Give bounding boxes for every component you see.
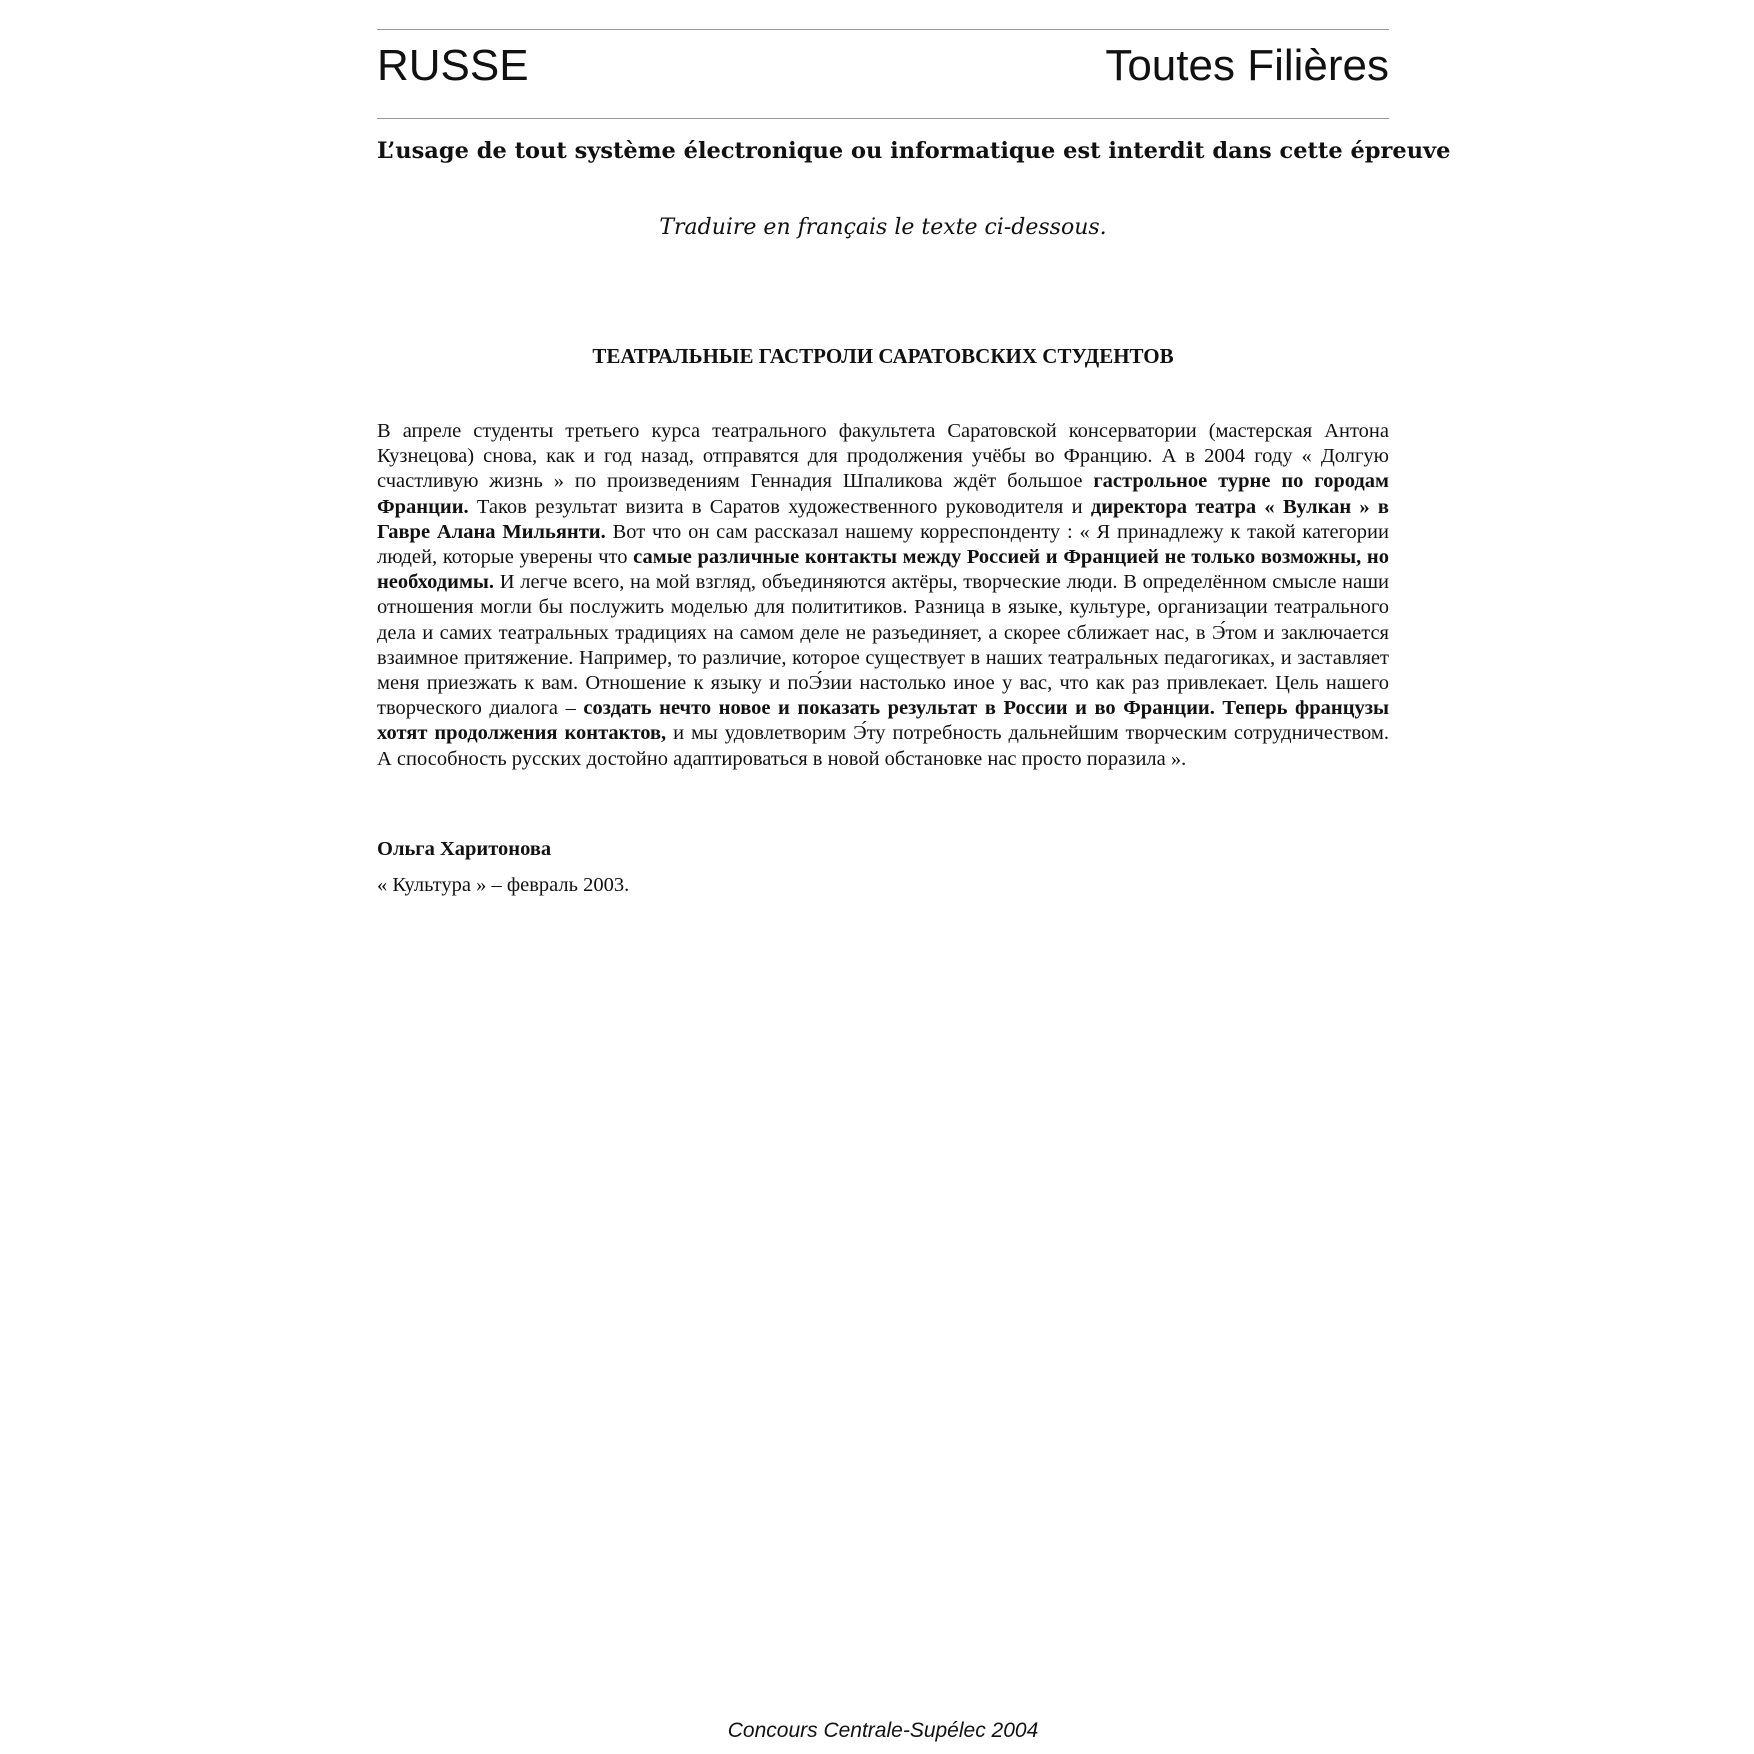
page-footer: Concours Centrale-Supélec 2004 — [727, 1719, 1039, 1742]
article-text-segment: И легче всего, на мой взгляд, объединяются актёры, творческие люди. В определённом смысле наши отношения могли бы послужить моделью для полититиков. Разница в языке, культуре, организации театрального дела и самих театральных традициях на самом деле не разъединяет, а скорее сближает нас, в Э́том и заключается взаимное притяжение. Например, то различие, которое существует в наших театральных педагогиках, и заставляет меня приезжать к вам. Отношение к языку и поЭ́зии настолько иное у вас, что как раз привлекает. Цель нашего творческого диалога – — [377, 571, 1389, 720]
article-text-segment: Таков результат визита в Саратов художественного руководителя и — [468, 495, 1091, 518]
exam-notice: L’usage de tout système électronique ou informatique est interdit dans cette épreuve — [377, 138, 1451, 164]
article-text-bold: гастрольное турне по городам Франции. — [377, 470, 1389, 518]
article-text-segment: Вот что он сам рассказал нашему корреспонденту : « Я принадлежу к такой категории людей, которые уверены что — [377, 520, 1389, 569]
exam-page — [377, 0, 1451, 1754]
header-rule — [377, 118, 1389, 119]
article-text-bold: самые различные контакты между Россией и Францией не только возможны, но необходимы. — [377, 546, 1389, 594]
article-text-segment: и мы удовлетворим Э́ту потребность дальнейшим творческим сотрудничеством. А способность русских достойно адаптироваться в новой обстановке нас просто поразила ». — [377, 722, 1389, 770]
article-body — [377, 419, 1389, 772]
article-text-bold: директора театра « Вулкан » в Гавре Алана Мильянти. — [377, 495, 1389, 543]
article-text-segment: В апреле студенты третьего курса театрального факультета Саратовской консерватории (мастерская Антона Кузнецова) снова, как и год назад, отправятся для продолжения учёбы во Францию. А в 2004 году « Долгую счастливую жизнь » по произведениям Геннадия Шпаликова ждёт большое — [377, 420, 1389, 493]
article-text-bold: создать нечто новое и показать результат в России и во Франции. Теперь французы хотят продолжения контактов, — [377, 697, 1390, 745]
top-rule — [377, 29, 1389, 30]
subject-heading: RUSSE — [377, 41, 529, 90]
article-source: « Культура » – февраль 2003. — [377, 874, 630, 896]
article-title: ТЕАТРАЛЬНЫЕ ГАСТРОЛИ САРАТОВСКИХ СТУДЕНТОВ — [592, 344, 1174, 368]
track-heading: Toutes Filières — [1105, 41, 1389, 90]
translation-instruction: Traduire en français le texte ci-dessous. — [659, 215, 1107, 240]
article-author: Ольга Харитонова — [377, 838, 552, 860]
